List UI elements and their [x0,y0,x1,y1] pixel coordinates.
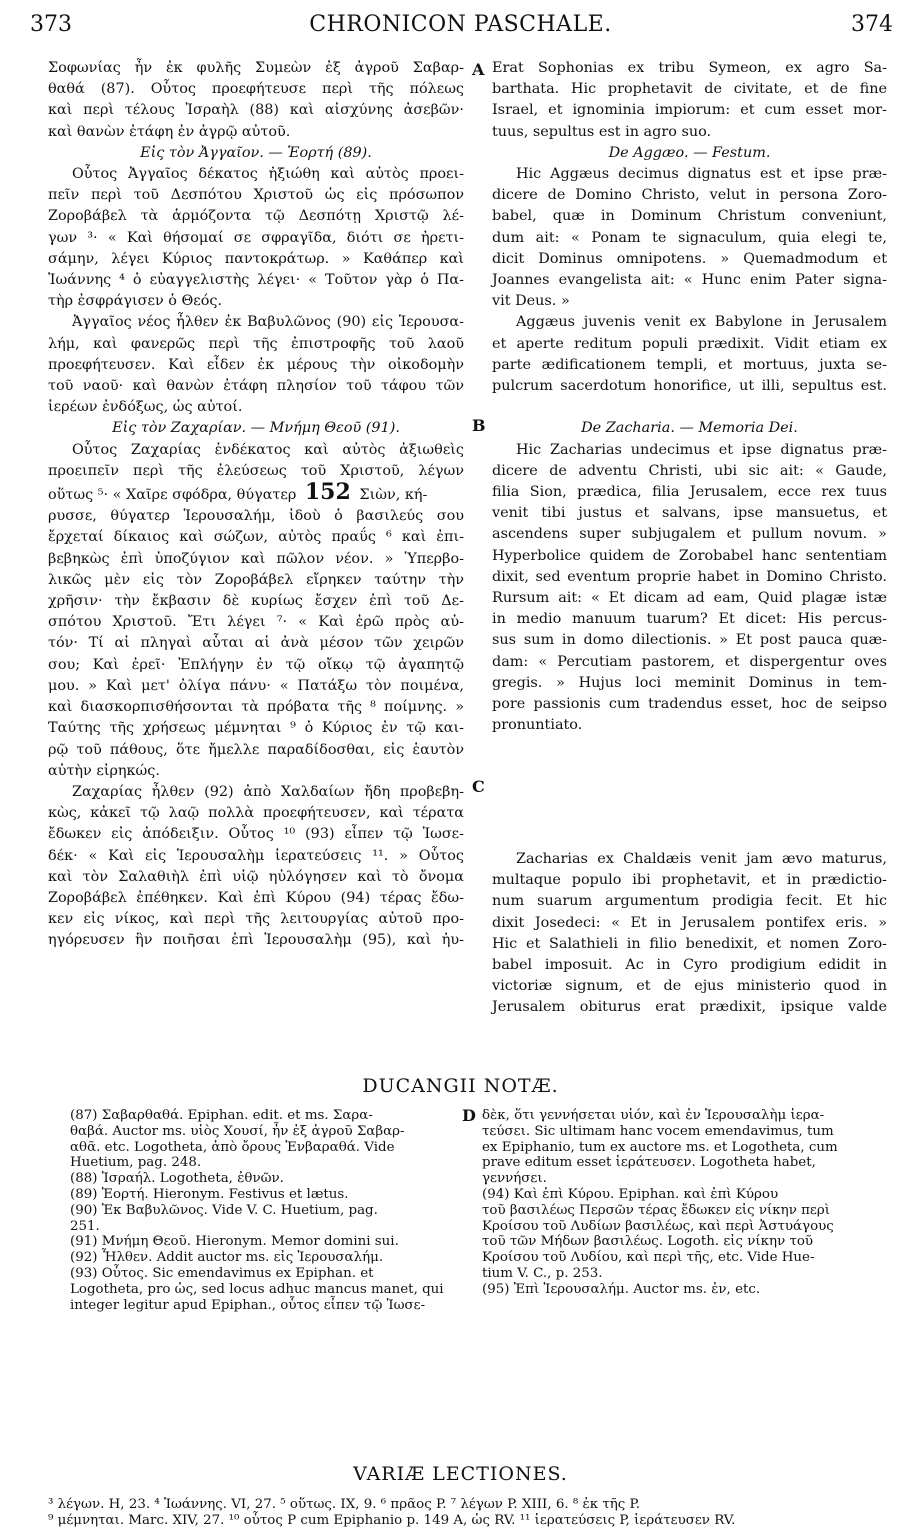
greek-line: Ἀγγαῖος νέος ἦλθεν ἐκ Βαβυλῶνος (90) εἰς Ἱερουσα- [72,314,464,331]
latin-column [492,58,887,737]
latin-line: pronuntiato. [492,717,583,734]
greek-line: ἔδωκεν εἰς ἀπόδειξιν. Οὗτος ¹⁰ (93) εἶπεν τῷ Ἰωσε- [48,826,464,843]
latin-line: Zacharias ex Chaldæis venit jam ævo maturus, [516,851,887,867]
latin-line: dum ait: « Ponam te signaculum, quia elegi te, [492,229,887,246]
greek-line: τοῦ ναοῦ· καὶ θανὼν ἐτάφη πλησίον τοῦ τάφου τῶν [48,378,464,395]
greek-line: μου. » Καὶ μετ' ὀλίγα πάνυ· « Πατάξω τὸν ποιμένα, [48,677,464,694]
latin-line: dixit Josedeci: « Et in Jerusalem pontifex eris. » [492,914,887,931]
latin-line: vit Deus. » [492,293,570,310]
latin-line: dicere de Domino Christo, velut in persona Zoro- [492,187,887,204]
margin-marker-b: B [472,416,486,435]
note-line: (89) Ἑορτή. Hieronym. Festivus et lætus. [70,1186,349,1202]
note-line: (91) Μνήμη Θεοῦ. Hieronym. Memor domini sui. [70,1234,399,1250]
note-line: (93) Οὗτος. Sic emendavimus ex Epiphan. et [70,1265,374,1281]
latin-line: multaque populo ibi prophetavit, et in prædictio- [492,872,887,889]
inline-page-number: 152 [304,479,351,506]
latin-line: barthata. Hic prophetavit de civitate, et de fine [492,81,887,98]
note-line: (90) Ἐκ Βαβυλῶνος. Vide V. C. Huetium, pag. [70,1202,378,1218]
greek-line: προειπεῖν περὶ τῆς ἐλεύσεως τοῦ Χριστοῦ, λέγων [48,462,464,479]
latin-column-continued [492,849,887,1019]
latin-line: Hic et Salathieli in filio benedixit, et nomen Zoro- [492,935,887,952]
greek-line: θαθά (87). Οὗτος προεφήτευσε περὶ τῆς πόλεως [48,81,464,98]
greek-line: καὶ θανὼν ἐτάφη ἐν ἀγρῷ αὐτοῦ. [48,123,291,140]
greek-line: Οὗτος Ζαχαρίας ἑνδέκατος καὶ αὐτὸς ἀξιωθεὶς [72,441,464,458]
greek-column [48,58,464,952]
variant-line: ³ λέγων. Η, 23. ⁴ Ἰωάννης. VI, 27. ⁵ οὕτως. IX, 9. ⁶ πρᾶος P. ⁷ λέγων P. XIII, 6. ⁸ ἐκ τῆς P. [48,1497,641,1512]
greek-line: αὐτὴν εἰρηκώς. [48,762,160,779]
page-number-right: 374 [851,12,893,37]
latin-line: ascendens super subjugalem et pullum novum. » [492,526,887,543]
greek-line: Ζαχαρίας ἦλθεν (92) ἀπὸ Χαλδαίων ἤδη προβεβη- [72,783,464,800]
running-title: CHRONICON PASCHALE. [309,12,612,37]
note-line: Huetium, pag. 248. [70,1155,202,1171]
greek-line: κὼς, κἀκεῖ τῷ λαῷ πολλὰ προεφήτευσεν, καὶ τέρατα [48,805,464,822]
greek-line: Οὗτος Ἀγγαῖος δέκατος ἠξιώθη καὶ αὐτὸς προει- [72,166,464,183]
note-line: τοῦ τῶν Μήδων βασιλέως. Logoth. εἰς νίκην τοῦ [482,1234,814,1250]
note-line: tium V. C., p. 253. [482,1265,603,1281]
latin-line: Hic Zacharias undecimus et ipse dignatus præ- [516,441,887,458]
margin-marker-a: A [472,60,485,79]
section-heading-aggaeus-latin: De Aggæo. — Festum. [608,144,771,161]
greek-line: ρῷ τοῦ πάθους, ὅτε ἤμελλε παραδίδοσθαι, εἰς ἑαυτὸν [48,741,464,758]
section-heading-aggaeus: Εἰς τὸν Ἀγγαῖον. — Ἑορτή (89). [140,144,372,161]
greek-line: σάμην, λέγει Κύριος παντοκράτωρ. » Καθάπερ καὶ [48,250,464,267]
latin-line: dixit, sed eventum proprie habet in Domino Christo. [492,568,887,585]
greek-line: Σοφωνίας ἦν ἐκ φυλῆς Συμεὼν ἐξ ἀγροῦ Σαβαρ- [48,60,464,76]
note-line: (95) Ἐπὶ Ἱερουσαλήμ. Auctor ms. ἐν, etc. [482,1281,761,1297]
latin-line: Hic Aggæus decimus dignatus est et ipse præ- [516,166,887,183]
latin-line: Israel, et ignominia impiorum: et cum esset mor- [492,102,887,119]
greek-line: γων ³· « Καὶ θήσομαί σε σφραγῖδα, διότι σε ἠρετι- [48,229,464,246]
latin-line: parte ædificationem templi, et mortuus, juxta se- [492,356,887,373]
greek-line: Ἰωάννης ⁴ ὁ εὐαγγελιστὴς λέγει· « Τοῦτον γὰρ ὁ Πα- [48,272,464,289]
greek-line: Ταύτης τῆς χρήσεως μέμνηται ⁹ ὁ Κύριος ἐν τῷ και- [48,720,464,737]
latin-line: pore passionis cum tradendus esset, hoc de seipso [492,696,887,713]
greek-line: καὶ περὶ τέλους Ἰσραὴλ (88) καὶ αἰσχύνης ἀσεβῶν· [48,102,464,119]
notes-left-column [70,1108,450,1313]
note-line: Κροίσου τοῦ Λυδίου, καὶ περὶ τῆς, etc. Vide Hue- [482,1250,815,1266]
latin-line: tuus, sepultus est in agro suo. [492,123,712,140]
greek-line: Ζοροβάβελ τὰ ἁρμόζοντα τῷ Δεσπότῃ Χριστῷ λέ- [48,208,464,225]
latin-line: dam: « Percutiam pastorem, et dispergentur oves [492,653,887,670]
latin-line: victoriæ signum, et de ejus ministerio quod in [492,978,887,995]
note-line: Κροίσου τοῦ Λυδίων βασιλέως, καὶ περὶ Ἀστυάγους [482,1218,834,1234]
greek-line: χρῆσιν· τὴν ἔκβασιν δὲ κυρίως ἔσχεν ἐπὶ τοῦ Δε- [48,593,464,610]
greek-line: τόν· Τί αἱ πληγαὶ αὗται αἱ ἀνὰ μέσον τῶν χειρῶν [48,635,464,652]
greek-line: σπότου Χριστοῦ. Ἔτι λέγει ⁷· « Καὶ ἐρῶ πρὸς αὐ- [48,614,464,631]
latin-line: gregis. » Hujus loci meminit Dominus in tem- [492,674,887,691]
note-line: τεύσει. Sic ultimam hanc vocem emendavimus, tum [482,1123,834,1139]
latin-line: sus sum in domo dilectionis. » Et post pauca quæ- [492,632,887,649]
greek-line: ἱερέων ἐνδόξως, ὡς αὐτοί. [48,399,243,416]
latin-line: Rursum ait: « Et dicam ad eam, Quid plagæ istæ [492,590,887,607]
note-line: (94) Καὶ ἐπὶ Κύρου. Epiphan. καὶ ἐπὶ Κύρου [482,1186,779,1202]
greek-line: Ζοροβάβελ ἐπέθηκεν. Καὶ ἐπὶ Κύρου (94) τέρας ἔδω- [48,889,464,906]
note-line: αθᾶ. etc. Logotheta, ἀπὸ ὄρους Ἐνβαραθά. Vide [70,1139,395,1155]
note-line: (92) Ἦλθεν. Addit auctor ms. εἰς Ἱερουσαλήμ. [70,1250,384,1266]
latin-line: Erat Sophonias ex tribu Symeon, ex agro Sa- [492,60,887,76]
page-number-left: 373 [30,12,72,37]
note-line: τοῦ βασιλέως Περσῶν τέρας ἔδωκεν εἰς νίκην περὶ [482,1202,830,1218]
greek-line: ἔρχεταί δίκαιος καὶ σώζων, αὐτὸς πραΰς ⁶ καὶ ἐπι- [48,529,464,546]
greek-line: σου; Καὶ ἐρεῖ· Ἐπλήγην ἐν τῷ οἴκῳ τῷ ἀγαπητῷ [48,656,464,673]
latin-line: dicere de adventu Christi, ubi sic ait: « Gaude, [492,462,887,479]
latin-line: Hyperbolice quidem de Zorobabel hanc sententiam [492,547,887,564]
latin-line: in medio manuum tuarum? Et dicet: His percus- [492,611,887,628]
latin-line: Jerusalem obiturus erat prædixit, ipsique valde [492,999,887,1016]
note-line: integer legitur apud Epiphan., οὗτος εἶπεν τῷ Ἰωσε- [70,1297,426,1313]
latin-line: dicit Dominus omnipotens. » Quemadmodum et [492,250,887,267]
note-line: Logotheta, pro ὡς, sed locus adhuc mancus manet, qui [70,1281,444,1297]
note-line: 251. [70,1218,100,1234]
latin-line: pulcrum sacerdotum honorifice, ut illi, sepultus est. [492,378,887,395]
greek-line: προεφήτευσεν. Καὶ εἶδεν ἐκ μέρους τὴν οἰκοδομὴν [48,356,464,373]
note-line: γεννήσει. [482,1171,547,1187]
latin-line: Aggæus juvenis venit ex Babylone in Jerusalem [516,314,887,331]
greek-line: δέκ· « Καὶ εἰς Ἱερουσαλὴμ ἱερατεύσεις ¹¹. » Οὗτος [48,847,464,864]
greek-line: καὶ διασκορπισθήσονται τὰ πρόβατα τῆς ⁸ ποίμνης. » [48,699,464,716]
variant-line: ⁹ μέμνηται. Marc. XIV, 27. ¹⁰ οὗτος P cum Epiphanio p. 149 A, ὡς RV. ¹¹ ἱερατεύσεις P, ἱεράτευσεν RV. [48,1512,736,1528]
note-line: (87) Σαβαρθαθά. Epiphan. edit. et ms. Σαρα- [70,1108,373,1123]
note-line: prave editum esset ἱεράτευσεν. Logotheta habet, [482,1155,816,1171]
section-heading-zacharias: Εἰς τὸν Ζαχαρίαν. — Μνήμη Θεοῦ (91). [112,420,400,437]
variae-lectiones [48,1497,893,1528]
notes-heading: DUCANGII NOTÆ. [362,1075,559,1097]
latin-line: num suarum argumentum prodigia fecit. Et hic [492,893,887,910]
latin-line: babel, quæ in Dominum Christum conveniunt, [492,208,887,225]
latin-line: Joannes evangelista ait: « Hunc enim Pater signa- [492,272,887,289]
note-line: ex Epiphanio, tum ex auctore ms. et Logotheta, cum [482,1139,838,1155]
latin-line: filia Sion, prædica, filia Jerusalem, ecce rex tuus [492,484,887,501]
latin-line: et aperte reditum populi prædixit. Vidit etiam ex [492,335,887,352]
greek-line: καὶ τὸν Σαλαθιὴλ ἐπὶ υἱῷ ηὐλόγησεν καὶ τὸ ὄνομα [48,868,464,885]
greek-line: λήμ, καὶ φανερῶς περὶ τῆς ἐπιστροφῆς τοῦ λαοῦ [48,335,464,352]
notes-right-column [482,1108,887,1298]
note-line: (88) Ἰσραήλ. Logotheta, ἐθνῶν. [70,1171,284,1187]
greek-line: πεῖν περὶ τοῦ Δεσπότου Χριστοῦ ὡς εἰς πρόσωπον [48,187,464,204]
greek-line: τὴρ ἐσφράγισεν ὁ Θεός. [48,293,223,310]
greek-line: βεβηκὼς ἐπὶ ὑποζύγιον καὶ πῶλον νέον. » Ὑπερβο- [48,550,464,567]
margin-marker-c: C [472,777,485,796]
margin-marker-d: D [462,1106,476,1125]
variae-heading: VARIÆ LECTIONES. [353,1463,568,1485]
section-heading-zacharias-latin: De Zacharia. — Memoria Dei. [581,420,798,437]
greek-line: οὕτως ⁵· « Χαῖρε σφόδρα, θύγατερ 152 Σιὼν, κή- [48,479,428,506]
latin-line: venit tibi justus et salvans, ipse mansuetus, et [492,505,887,522]
greek-line: ρυσσε, θύγατερ Ἱερουσαλήμ, ἰδοὺ ὁ βασιλεύς σου [48,508,464,525]
greek-line: ηγόρευσεν ἣν ποιῆσαι ἐπὶ Ἱερουσαλὴμ (95), καὶ ἠυ- [48,932,464,949]
note-line: δὲκ, ὅτι γεννήσεται υἱόν, καὶ ἐν Ἱερουσαλὴμ ἱερα- [482,1108,825,1123]
greek-line: λικῶς μὲν εἰς τὸν Ζοροβάβελ εἴρηκεν ταύτην τὴν [48,571,464,588]
greek-line: κεν εἰς νίκος, καὶ περὶ τῆς λειτουργίας αὐτοῦ προ- [48,911,464,928]
note-line: θαβά. Auctor ms. υἱὸς Χουσί, ἦν ἐξ ἀγροῦ Σαβαρ- [70,1123,405,1139]
latin-line: babel imposuit. Ac in Cyro prodigium edidit in [492,957,887,974]
